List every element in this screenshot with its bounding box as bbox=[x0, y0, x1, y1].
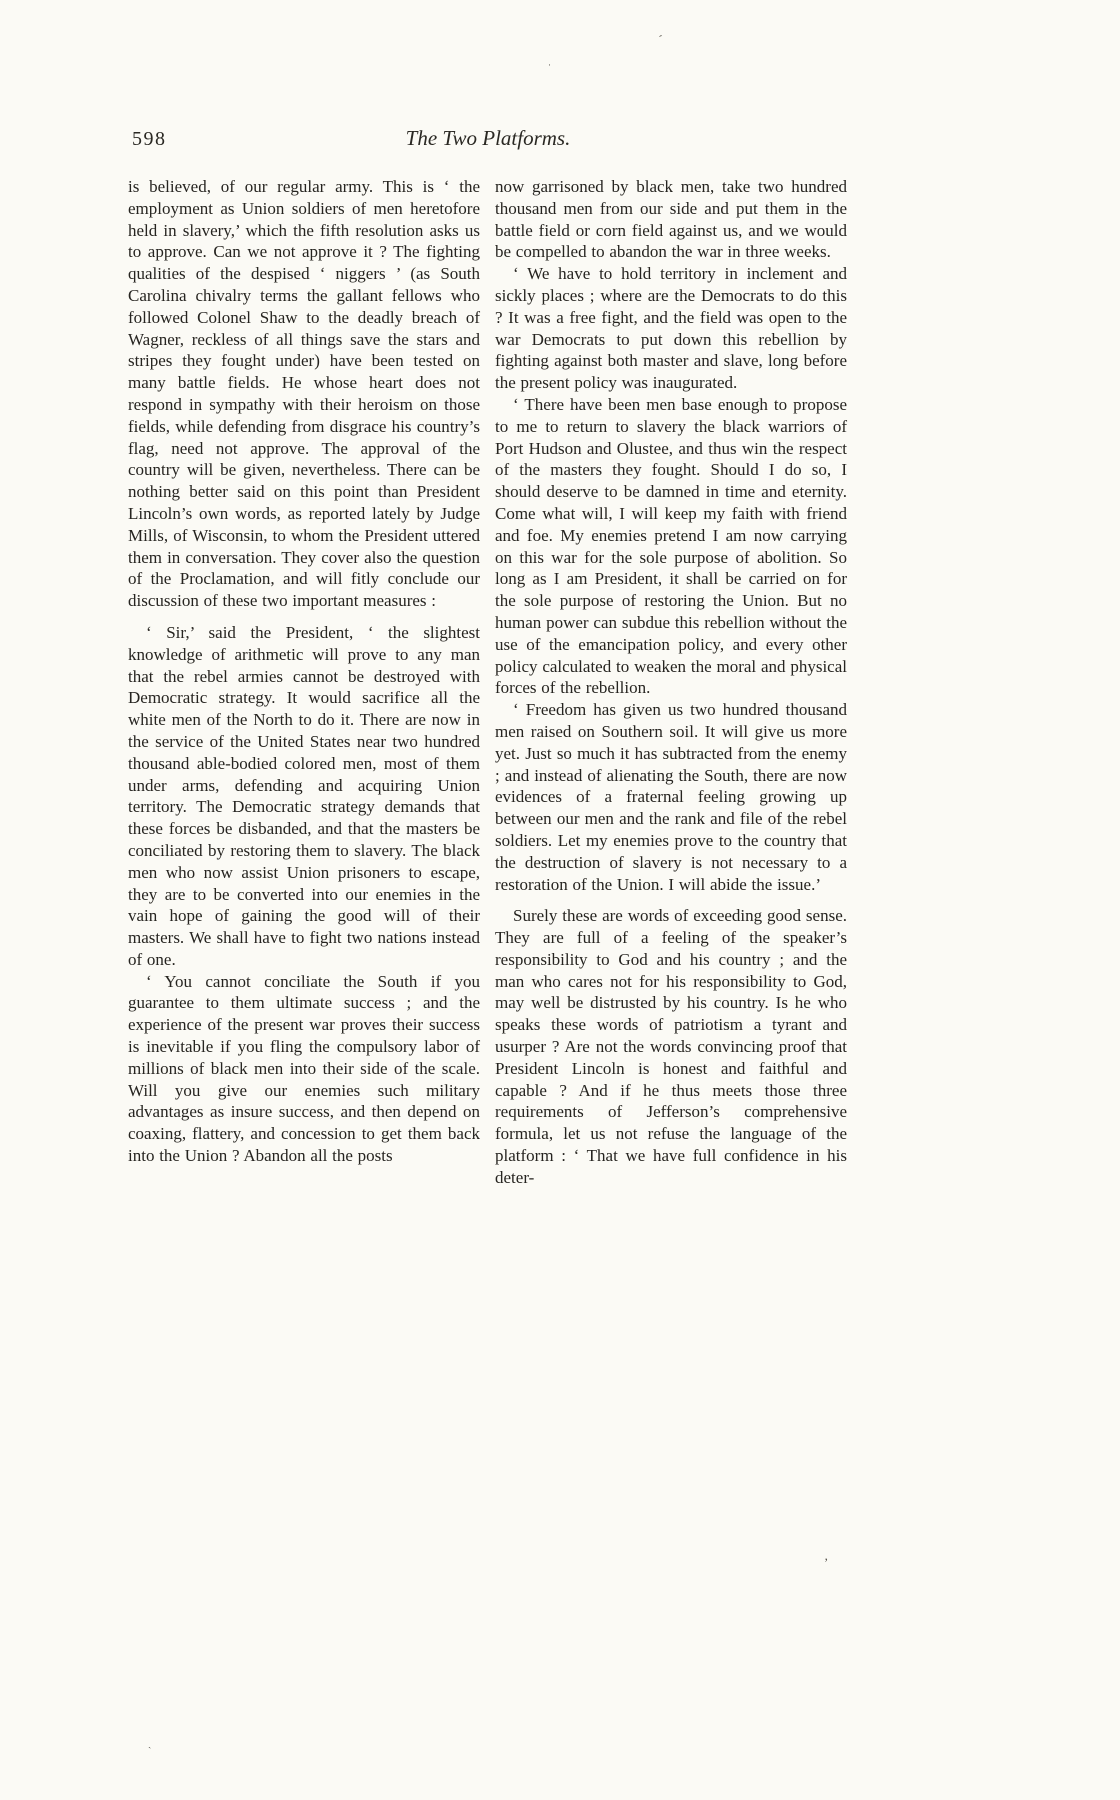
scan-speck: ´ bbox=[654, 31, 664, 48]
page-title: The Two Platforms. bbox=[405, 126, 571, 150]
text-block bbox=[128, 126, 848, 1189]
paragraph: ‘ Sir,’ said the President, ‘ the slightest knowledge of arithmetic will prove to any man that the rebel armies cannot be destroyed with Democratic strategy. It would sacrifice all the white men of the North to do it. There are now in the service of the United States near two hundred thousand able-bodied colored men, most of them under arms, defending and acquiring Union territory. The Democratic strategy demands that these forces be disbanded, and that the masters be conciliated by restoring them to slavery. The black men who now assist Union prisoners to escape, they are to be converted into our enemies in the vain hope of gaining the good will of their masters. We shall have to fight two nations instead of one. bbox=[128, 622, 480, 969]
scan-speck: ‚ bbox=[824, 1548, 829, 1563]
paragraph: is believed, of our regular army. This is ‘ the employment as Union soldiers of men heretofore held in slavery,’ which the fifth resolution asks us to approve. Can we not approve it ? The fighting qualities of the despised ‘ niggers ’ (as South Carolina chivalry terms the gallant fellows who followed Colonel Shaw to the deadly breach of Wagner, reckless of all things save the stars and stripes they fought under) have been tested on many battle fields. He whose heart does not respond in sympathy with their heroism on those fields, while defending from disgrace his country’s flag, need not approve. The approval of the country will be given, nevertheless. There can be nothing better said on this point than President Lincoln’s own words, as reported lately by Judge Mills, of Wisconsin, to whom the President uttered them in conversation. They cover also the question of the Proclamation, and will fitly conclude our discussion of these two important measures : bbox=[128, 177, 480, 611]
paragraph: ‘ Freedom has given us two hundred thousand men raised on Southern soil. It will give us more yet. Just so much it has subtracted from the enemy ; and instead of alienating the South, there are now evidences of a fraternal feeling growing up between our men and the rank and file of the rebel soldiers. Let my enemies prove to the country that the destruction of slavery is not necessary to a restoration of the Union. I will abide the issue.’ bbox=[495, 700, 847, 894]
page-header bbox=[128, 126, 848, 160]
two-column-layout bbox=[128, 176, 848, 1189]
left-column bbox=[128, 176, 480, 1189]
paragraph: now garrisoned by black men, take two hundred thousand men from our side and put them in the battle field or corn field against us, and we would be compelled to abandon the war in three weeks. bbox=[495, 177, 847, 262]
paragraph: ‘ We have to hold territory in inclement and sickly places ; where are the Democrats to do this ? It was a free fight, and the field was open to the war Democrats to put down this rebellion by fighting against both master and slave, long before the present policy was inaugurated. bbox=[495, 264, 847, 393]
right-column bbox=[495, 176, 847, 1189]
paragraph: Surely these are words of exceeding good sense. They are full of a feeling of the speaker’s responsibility to God and his country ; and the man who cares not for his responsibility to God, may well be distrusted by his country. Is he who speaks these words of patriotism a tyrant and usurper ? Are not the words convincing proof that President Lincoln is honest and faithful and capable ? And if he thus meets those three requirements of Jefferson’s comprehensive formula, let us not refuse the language of the platform : ‘ That we have full confidence in his deter- bbox=[495, 906, 847, 1187]
paragraph: ‘ There have been men base enough to propose to me to return to slavery the black warriors of Port Hudson and Olustee, and thus win the respect of the masters they fought. Should I do so, I should deserve to be damned in time and eternity. Come what will, I will keep my faith with friend and foe. My enemies pretend I am now carrying on this war for the sole purpose of abolition. So long as I am President, it shall be carried on for the sole purpose of restoring the Union. But no human power can subdue this rebellion without the use of the emancipation policy, and every other policy calculated to weaken the moral and physical forces of the rebellion. bbox=[495, 394, 847, 698]
paragraph: ‘ You cannot conciliate the South if you guarantee to them ultimate success ; and the experience of the present war proves their success is inevitable if you fling the compulsory labor of millions of black men into their side of the scale. Will you give our enemies such military advantages as insure success, and then depend on coaxing, flattery, and concession to get them back into the Union ? Abandon all the posts bbox=[128, 971, 480, 1166]
page-number: 598 bbox=[132, 128, 167, 150]
scan-speck: ˏ bbox=[148, 1738, 152, 1749]
scan-speck: · bbox=[548, 60, 551, 70]
